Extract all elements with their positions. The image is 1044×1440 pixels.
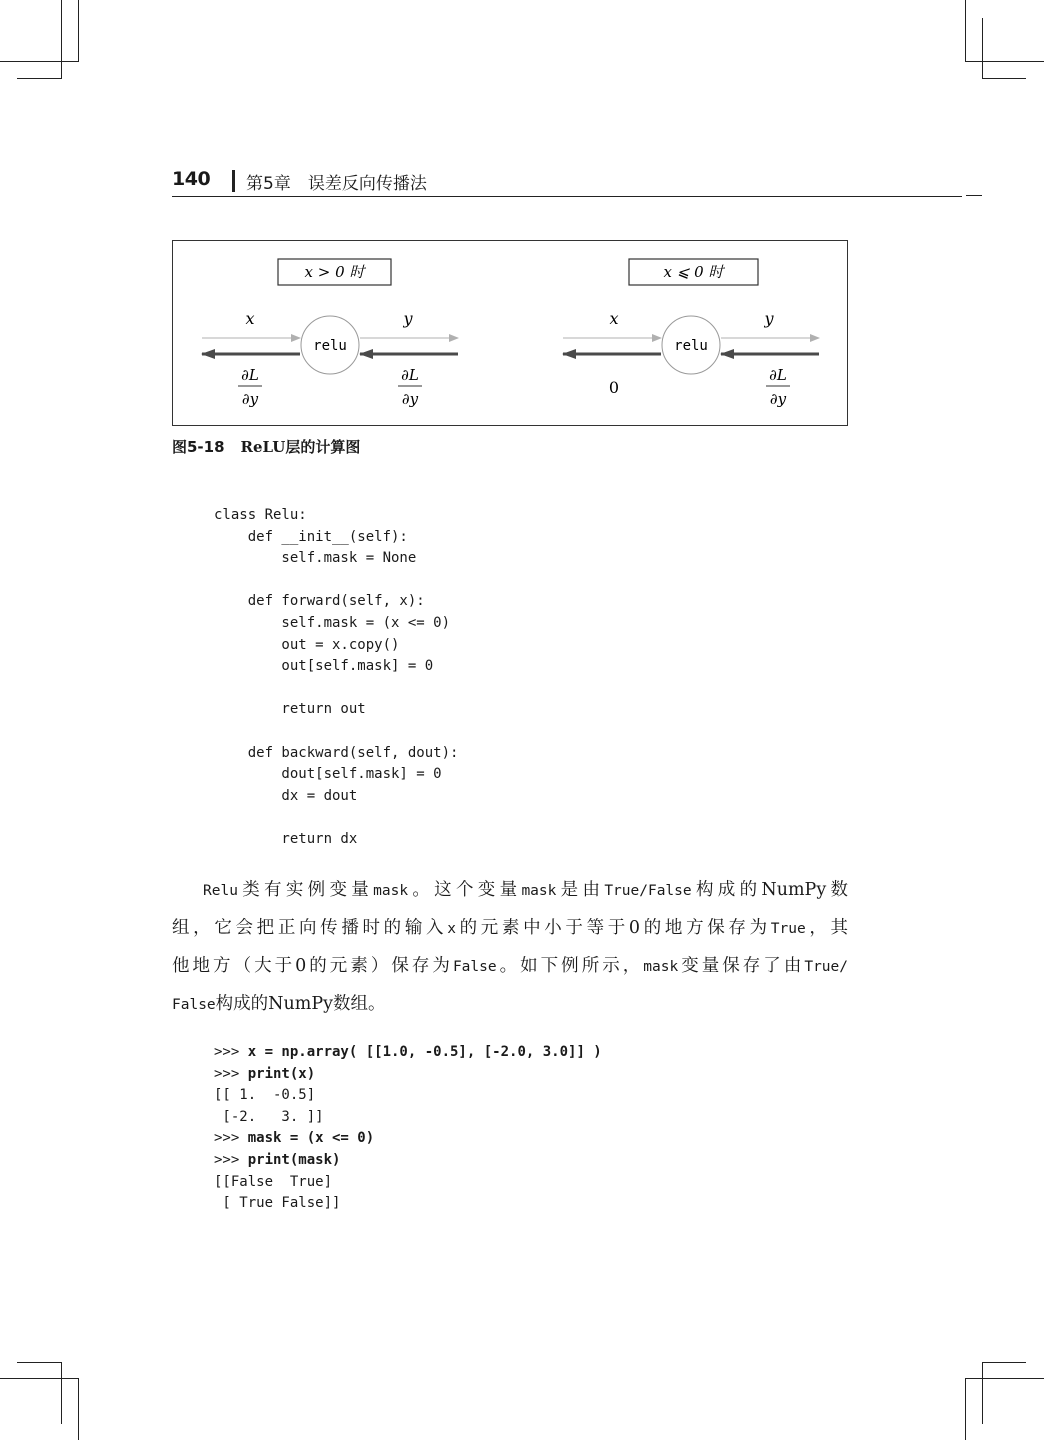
left-output-label: y [403,309,413,328]
paragraph-text: 构成的NumPy数组。 [215,994,386,1014]
code-line: def backward(self, dout): [214,744,459,761]
page-number: 140 [172,168,211,190]
code-line: class Relu: [214,507,307,523]
console-prompt: >>> [214,1151,248,1168]
console-output: [[ 1. -0.5] [214,1087,316,1104]
paragraph-text: 。这个变量 [408,880,522,900]
paragraph-text: 的元素中小于等于0的地方保存为 [455,918,771,938]
console-line [214,1193,602,1215]
console-line [214,1085,602,1107]
console-line [214,1150,602,1172]
code-line [214,570,458,592]
inline-code: Relu [203,883,238,899]
left-input-label: x [245,309,255,328]
right-upstream-grad-num: ∂L [769,366,787,384]
paragraph-text: 变量保存了由 [678,956,805,976]
console-line [214,1042,602,1064]
code-line: def forward(self, x): [214,593,425,610]
paragraph-text: 他地方（大于0的元素）保存为 [172,956,453,976]
console-command: mask = (x <= 0) [247,1130,375,1147]
code-line: dx = dout [214,787,358,804]
right-relu-node-label: relu [674,338,708,354]
inline-code: mask [373,883,409,899]
right-condition-label: x ⩽ 0 时 [663,263,724,281]
inline-code: mask [521,883,557,899]
code-line: self.mask = (x <= 0) [214,614,451,631]
console-line [214,1107,602,1129]
figure-label: 图5-18 [172,438,225,456]
code-line: self.mask = None [214,550,417,567]
left-condition-label: x > 0 时 [304,263,365,281]
relu-computation-graph [172,240,848,426]
paragraph-text: 组，它会把正向传播时的输入 [172,918,448,938]
console-line [214,1064,602,1086]
right-downstream-zero: 0 [608,378,620,397]
code-line: def __init__(self): [214,528,408,545]
header-divider [232,170,235,192]
paragraph-line [172,986,848,1024]
header-rule-extension [966,195,982,196]
console-output: [[False True] [214,1173,333,1190]
inline-code: False [452,959,497,975]
code-line: return dx [214,830,358,847]
console-output: [ True False]] [214,1195,341,1212]
left-panel [202,259,458,408]
paragraph-text: 类有实例变量 [237,880,374,900]
code-line [214,807,458,829]
left-upstream-gradient [398,366,422,408]
figure-frame [173,241,848,426]
paragraph-line [172,872,848,910]
paragraph-text: 是由 [556,880,605,900]
console-command: print(x) [247,1065,316,1082]
inline-code: True/False [604,883,692,899]
paragraph-text: 。如下例所示， [496,956,644,976]
inline-code: False [172,997,216,1013]
console-command: print(mask) [247,1151,341,1168]
running-header [172,166,962,197]
console-output: [-2. 3. ]] [214,1108,324,1125]
inline-code: True [770,921,806,937]
console-prompt: >>> [214,1130,248,1147]
right-output-label: y [764,309,774,328]
paragraph-text: 构成的NumPy数 [691,880,849,900]
inline-code: mask [643,959,679,975]
figure-caption [172,436,360,457]
paragraph-line [172,910,848,948]
left-relu-node-label: relu [313,338,347,354]
console-prompt: >>> [214,1044,248,1060]
console-line [214,1172,602,1194]
code-line [214,721,458,743]
left-upstream-grad-den: ∂y [401,390,419,408]
inline-code: True/ [804,959,848,975]
right-panel [563,259,819,408]
left-downstream-grad-den: ∂y [241,390,259,408]
console-prompt: >>> [214,1065,248,1082]
console-example [214,1042,602,1215]
code-line: out[self.mask] = 0 [214,658,434,675]
console-command: x = np.array( [[1.0, -0.5], [-2.0, 3.0]] ) [247,1044,602,1060]
paragraph-text: ，其 [805,918,849,938]
code-line: return out [214,701,366,718]
right-upstream-grad-den: ∂y [769,390,787,408]
left-downstream-grad-num: ∂L [241,366,259,384]
right-input-label: x [609,309,619,328]
chapter-title: 第5章 误差反向传播法 [246,174,427,194]
body-paragraph [172,872,848,1024]
code-line: out = x.copy() [214,636,400,653]
inline-code: x [447,921,456,937]
console-line [214,1128,602,1150]
code-line: dout[self.mask] = 0 [214,766,442,783]
code-block [214,505,458,851]
left-upstream-grad-num: ∂L [401,366,419,384]
left-downstream-gradient [238,366,262,408]
right-upstream-gradient [766,366,790,408]
paragraph-line [172,948,848,986]
code-line [214,678,458,700]
figure-title: ReLU层的计算图 [240,438,361,456]
